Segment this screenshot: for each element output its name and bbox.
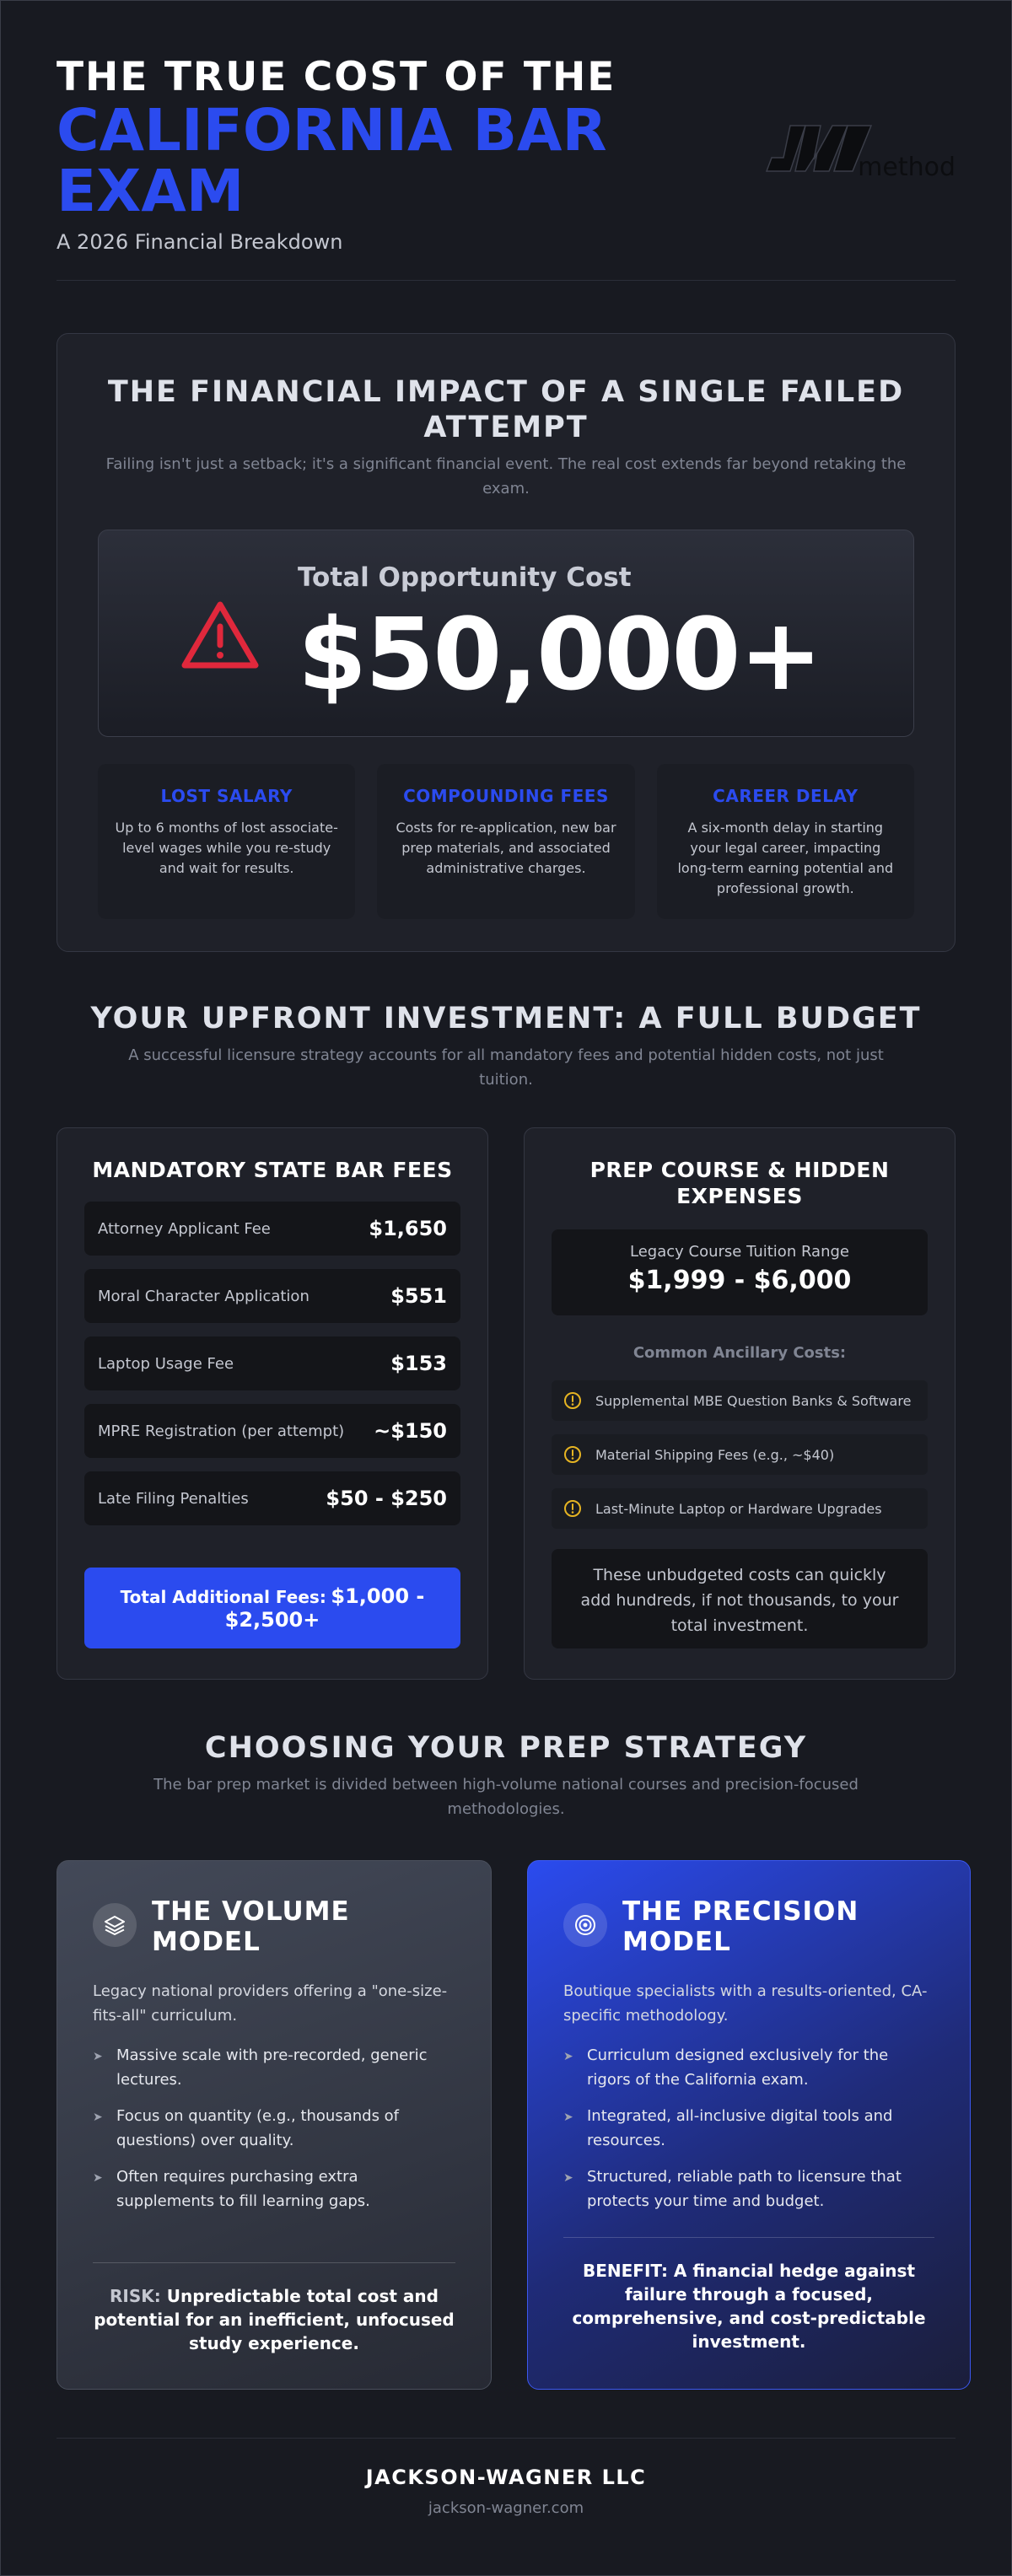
tuition-range-value: $1,999 - $6,000 [627, 1266, 852, 1295]
precision-benefit-statement: BENEFIT: A financial hedge against failure through a focused, comprehensive, and cost-predictable investment. [572, 2261, 926, 2352]
total-fees-label: Total Additional Fees: [120, 1587, 326, 1607]
precision-model-intro: Boutique specialists with a results-oriented, CA-specific methodology. [563, 1982, 928, 2025]
impact-item-career-delay [657, 764, 914, 919]
company-url[interactable]: jackson-wagner.com [428, 2499, 584, 2517]
precision-model-points [563, 2043, 934, 2213]
total-fees-value: $1,000 - $2,500+ [224, 1584, 425, 1632]
total-fees-banner [84, 1568, 460, 1648]
strategy-cards [57, 1860, 955, 2390]
prep-expenses-card [524, 1127, 955, 1680]
impact-item-text: Costs for re-application, new bar prep materials, and associated administrative charges. [396, 820, 616, 876]
volume-model-header [93, 1896, 455, 1957]
point-text: Curriculum designed exclusively for the rigors of the California exam. [587, 2046, 889, 2089]
ancillary-list [552, 1380, 928, 1529]
opportunity-cost-box [98, 530, 914, 737]
precision-model-card [527, 1860, 971, 2390]
page-title-line1: THE TRUE COST OF THE [57, 54, 616, 100]
impact-item-title: CAREER DELAY [713, 786, 859, 806]
impact-description: Failing isn't just a setback; it's a significant financial event. The real cost extends far beyond retaking the exam. [105, 455, 907, 497]
fee-name: Moral Character Application [98, 1287, 310, 1305]
impact-items [98, 764, 914, 919]
point-text: Structured, reliable path to licensure that protects your time and budget. [587, 2168, 902, 2210]
list-item [93, 2043, 455, 2092]
arrow-right-icon: ➤ [563, 2050, 573, 2063]
page-title-line2: CALIFORNIA BAR EXAM [57, 97, 607, 225]
fee-list [84, 1202, 460, 1525]
prep-expenses-title: PREP COURSE & HIDDEN EXPENSES [589, 1158, 890, 1208]
risk-label: RISK: [110, 2286, 161, 2306]
target-icon [563, 1903, 607, 1947]
fee-value: $551 [390, 1284, 447, 1308]
fee-row [84, 1336, 460, 1390]
arrow-right-icon: ➤ [563, 2111, 573, 2124]
fee-name: Late Filing Penalties [98, 1489, 249, 1508]
point-text: Focus on quantity (e.g., thousands of questions) over quality. [116, 2107, 400, 2149]
budget-cards [57, 1127, 955, 1680]
volume-model-title: THE VOLUME MODEL [152, 1896, 350, 1957]
arrow-right-icon: ➤ [93, 2050, 103, 2063]
divider [563, 2237, 934, 2238]
precision-model-title: THE PRECISION MODEL [622, 1896, 859, 1957]
fee-name: Laptop Usage Fee [98, 1354, 234, 1373]
header [57, 1, 955, 281]
volume-model-card [57, 1860, 492, 2390]
budget-description: A successful licensure strategy accounts for all mandatory fees and potential hidden costs, not just tuition. [128, 1046, 884, 1089]
company-name: JACKSON-WAGNER LLC [365, 2466, 647, 2489]
fee-row [84, 1202, 460, 1256]
fee-value: $153 [390, 1352, 447, 1375]
ancillary-costs-title: Common Ancillary Costs: [632, 1344, 847, 1362]
arrow-right-icon: ➤ [563, 2171, 573, 2185]
list-item [563, 2165, 934, 2213]
mandatory-fees-card [57, 1127, 488, 1680]
list-item [563, 2043, 934, 2092]
alert-circle-icon [563, 1445, 582, 1464]
ancillary-item [552, 1434, 928, 1475]
page-subtitle: A 2026 Financial Breakdown [57, 230, 343, 254]
ancillary-item-text: Last-Minute Laptop or Hardware Upgrades [595, 1500, 882, 1517]
mandatory-fees-title: MANDATORY STATE BAR FEES [92, 1158, 453, 1182]
impact-item-text: Up to 6 months of lost associate-level wages while you re-study and wait for results. [115, 820, 338, 876]
divider [93, 2262, 455, 2263]
strategy-section-header [57, 1730, 955, 1821]
volume-model-intro: Legacy national providers offering a "one-size-fits-all" curriculum. [93, 1982, 448, 2025]
alert-circle-icon [563, 1499, 582, 1518]
precision-model-header [563, 1896, 934, 1957]
list-item [563, 2104, 934, 2153]
impact-item-title: COMPOUNDING FEES [403, 786, 609, 806]
budget-title: YOUR UPFRONT INVESTMENT: A FULL BUDGET [90, 1002, 922, 1035]
alert-circle-icon [563, 1391, 582, 1410]
point-text: Integrated, all-inclusive digital tools and resources. [587, 2107, 893, 2149]
brand-logo [762, 119, 955, 186]
unbudgeted-costs-note: These unbudgeted costs can quickly add hundreds, if not thousands, to your total investment. [552, 1549, 928, 1648]
volume-risk-statement [93, 2284, 455, 2355]
risk-text: Unpredictable total cost and potential for an inefficient, unfocused study experience. [94, 2286, 455, 2353]
ancillary-item [552, 1488, 928, 1529]
fee-name: MPRE Registration (per attempt) [98, 1422, 345, 1440]
fee-value: $50 - $250 [326, 1487, 447, 1510]
budget-section-header [57, 1001, 955, 1092]
strategy-description: The bar prep market is divided between high-volume national courses and precision-focused methodologies. [153, 1776, 859, 1818]
impact-item-lost-salary [98, 764, 355, 919]
list-item [93, 2104, 455, 2153]
list-item [93, 2165, 455, 2213]
volume-model-points [93, 2043, 455, 2213]
footer [57, 2438, 955, 2517]
ancillary-item-text: Material Shipping Fees (e.g., ~$40) [595, 1446, 835, 1463]
impact-item-compounding-fees [377, 764, 634, 919]
arrow-right-icon: ➤ [93, 2171, 103, 2185]
layers-icon [93, 1903, 137, 1947]
fee-row [84, 1471, 460, 1525]
strategy-title: CHOOSING YOUR PREP STRATEGY [204, 1731, 808, 1765]
warning-triangle-icon [178, 598, 262, 674]
fee-row [84, 1404, 460, 1458]
tuition-range-label: Legacy Course Tuition Range [630, 1243, 849, 1261]
financial-impact-card [57, 333, 955, 952]
impact-item-title: LOST SALARY [160, 786, 293, 806]
logo-wordmark: method [858, 153, 955, 182]
impact-title: THE FINANCIAL IMPACT OF A SINGLE FAILED ATTEMPT [107, 375, 905, 444]
fee-row [84, 1269, 460, 1323]
impact-item-text: A six-month delay in starting your legal career, impacting long-term earning potential and professional growth. [677, 820, 894, 896]
tuition-range-box [552, 1229, 928, 1315]
opportunity-cost-value: $50,000+ [298, 596, 821, 713]
opportunity-cost-label: Total Opportunity Cost [298, 562, 632, 593]
fee-name: Attorney Applicant Fee [98, 1219, 271, 1238]
fee-value: ~$150 [374, 1419, 447, 1443]
arrow-right-icon: ➤ [93, 2111, 103, 2124]
ancillary-item [552, 1380, 928, 1421]
fee-value: $1,650 [369, 1217, 447, 1240]
point-text: Often requires purchasing extra supplements to fill learning gaps. [116, 2168, 370, 2210]
point-text: Massive scale with pre-recorded, generic lectures. [116, 2046, 428, 2089]
ancillary-item-text: Supplemental MBE Question Banks & Software [595, 1392, 912, 1409]
